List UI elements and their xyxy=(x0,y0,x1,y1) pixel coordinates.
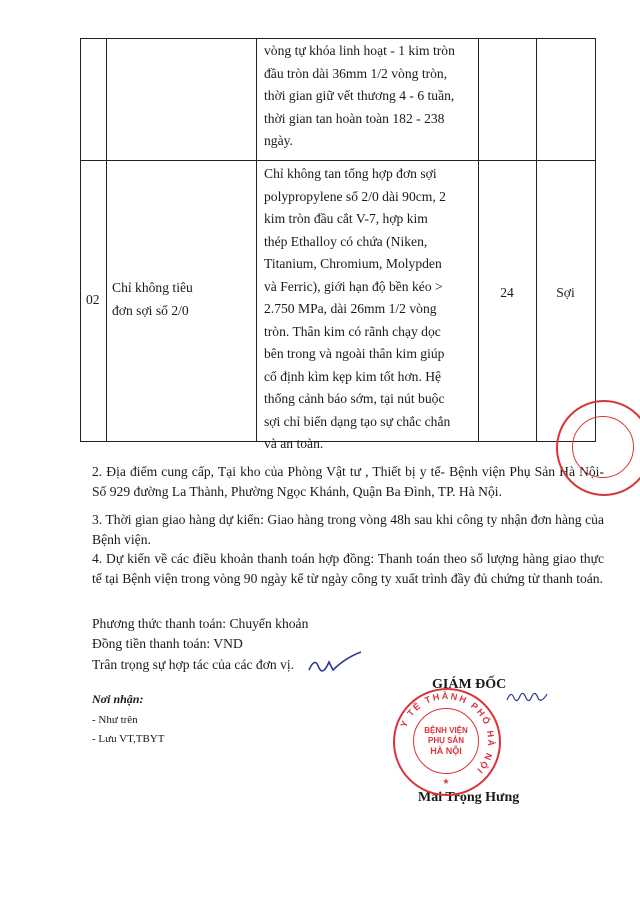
hospital-stamp xyxy=(393,688,501,796)
closing-text: Trân trọng sự hợp tác của các đơn vị. xyxy=(92,657,295,672)
table-cell-spec: vòng tự khóa linh hoạt - 1 kim tròn đầu tròn dài 36mm 1/2 vòng tròn, thời gian giữ vết thương 4 - 6 tuần, thời gian tan hoàn toàn 182 - 238 ngày. xyxy=(264,43,455,148)
stamp-line: PHỤ SẢN xyxy=(427,736,464,745)
table-col-divider xyxy=(478,38,479,442)
table-row-divider xyxy=(80,160,596,161)
signer-name: Mai Trọng Hưng xyxy=(418,790,520,805)
recipient-item: - Như trên xyxy=(92,714,138,726)
table-col-divider xyxy=(106,38,107,442)
stamp-line: HÀ NỘI xyxy=(430,746,462,756)
stamp-line: BỆNH VIỆN xyxy=(424,726,468,735)
delivery-location-text: 2. Địa điểm cung cấp, Tại kho của Phòng Vật tư , Thiết bị y tế- Bệnh viện Phụ Sản Hà Nội- Số 929 đường La Thành, Phường Ngọc Khánh, Quận Ba Đình, TP. Hà Nội. xyxy=(92,464,604,499)
table-border-right xyxy=(595,38,596,442)
table-cell-no: 02 xyxy=(86,292,100,307)
table-cell-unit: Sợi xyxy=(556,285,575,300)
table-col-divider xyxy=(536,38,537,442)
partial-seal xyxy=(556,400,640,500)
stamp-ring-text: Y TẾ THÀNH PHỐ HÀ NỘI xyxy=(398,690,497,777)
payment-terms-text: 4. Dự kiến về các điều khoản thanh toán hợp đồng: Thanh toán theo số lượng hàng giao thực tế tại Bệnh viện trong vòng 90 ngày kể từ ngày công ty xuất trình đầy đủ chứng từ thanh toán. xyxy=(92,551,604,586)
signer-title: GIÁM ĐỐC xyxy=(432,677,507,692)
recipient-item: - Lưu VT,TBYT xyxy=(92,733,165,745)
table-border-left xyxy=(80,38,81,442)
svg-text:★: ★ xyxy=(442,777,450,786)
svg-text:Y TẾ THÀNH PHỐ HÀ NỘI xyxy=(399,691,497,777)
currency-text: Đồng tiền thanh toán: VND xyxy=(92,636,243,651)
table-border-top xyxy=(80,38,596,39)
payment-method-text: Phương thức thanh toán: Chuyển khoản xyxy=(92,616,309,631)
table-cell-name: Chỉ không tiêu đơn sợi số 2/0 xyxy=(112,280,193,318)
table-cell-qty: 24 xyxy=(500,285,514,300)
table-col-divider xyxy=(256,38,257,442)
delivery-time-text: 3. Thời gian giao hàng dự kiến: Giao hàng trong vòng 48h sau khi công ty nhận đơn hàng của Bệnh viện. xyxy=(92,512,604,547)
table-cell-spec: Chỉ không tan tổng hợp đơn sợi polypropylene số 2/0 dài 90cm, 2 kim tròn đầu cắt V-7, hợp kim thép Ethalloy có chứa (Niken, Titanium, Chromium, Molypden và Ferric), giới hạn độ bền kéo > 2.750 MPa, dài 26mm 1/2 vòng tròn. Thân kim có rãnh chạy dọc bên trong và ngoài thân kim giúp cố định kìm kẹp kim tốt hơn. Hệ thống cảnh báo sớm, tại nút buộc sợi chỉ biến dạng tạo sự chắc chắn và an toàn. xyxy=(264,166,451,451)
director-signature xyxy=(505,686,550,708)
initial-signature xyxy=(305,648,365,678)
recipients-heading: Nơi nhận: xyxy=(92,692,144,706)
